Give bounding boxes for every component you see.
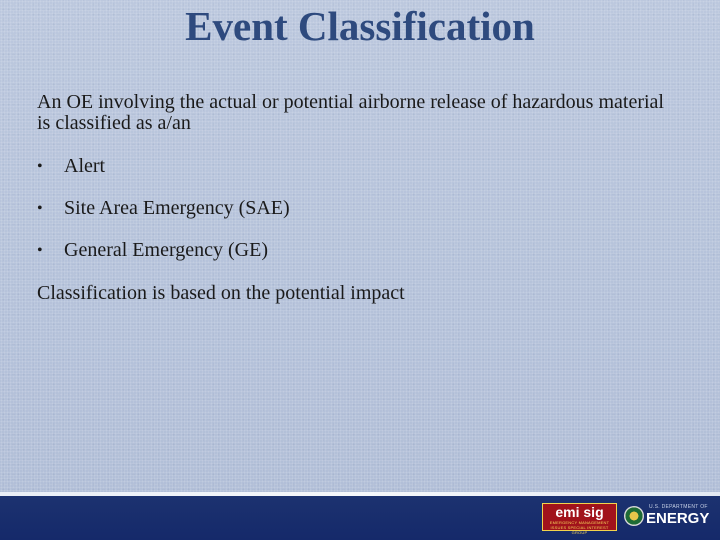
emi-logo-subtext: EMERGENCY MANAGEMENT ISSUES SPECIAL INTEREST GROUP <box>549 520 610 535</box>
list-item-alert <box>37 156 677 177</box>
list-item-label: Alert <box>64 155 106 177</box>
intro-paragraph: An OE involving the actual or potential airborne release of hazardous material is classified as a/an <box>37 91 664 134</box>
slide-title: Event Classification <box>185 3 535 49</box>
bullet-icon: • <box>37 242 43 259</box>
classification-list <box>37 156 677 261</box>
slide-content <box>37 92 677 304</box>
closing-paragraph: Classification is based on the potential impact <box>37 282 405 304</box>
emi-logo-text: emi sig <box>555 504 604 520</box>
doe-energy-logo-text: ENERGY <box>646 510 710 527</box>
list-item-ge <box>37 240 677 261</box>
doe-seal-icon <box>624 506 644 526</box>
list-item-label: General Emergency (GE) <box>64 239 268 261</box>
bullet-icon: • <box>37 158 43 175</box>
emi-sig-logo <box>542 503 617 535</box>
doe-department-text: U.S. DEPARTMENT OF <box>649 504 708 510</box>
list-item-sae <box>37 198 677 219</box>
list-item-label: Site Area Emergency (SAE) <box>64 197 290 219</box>
bullet-icon: • <box>37 200 43 217</box>
